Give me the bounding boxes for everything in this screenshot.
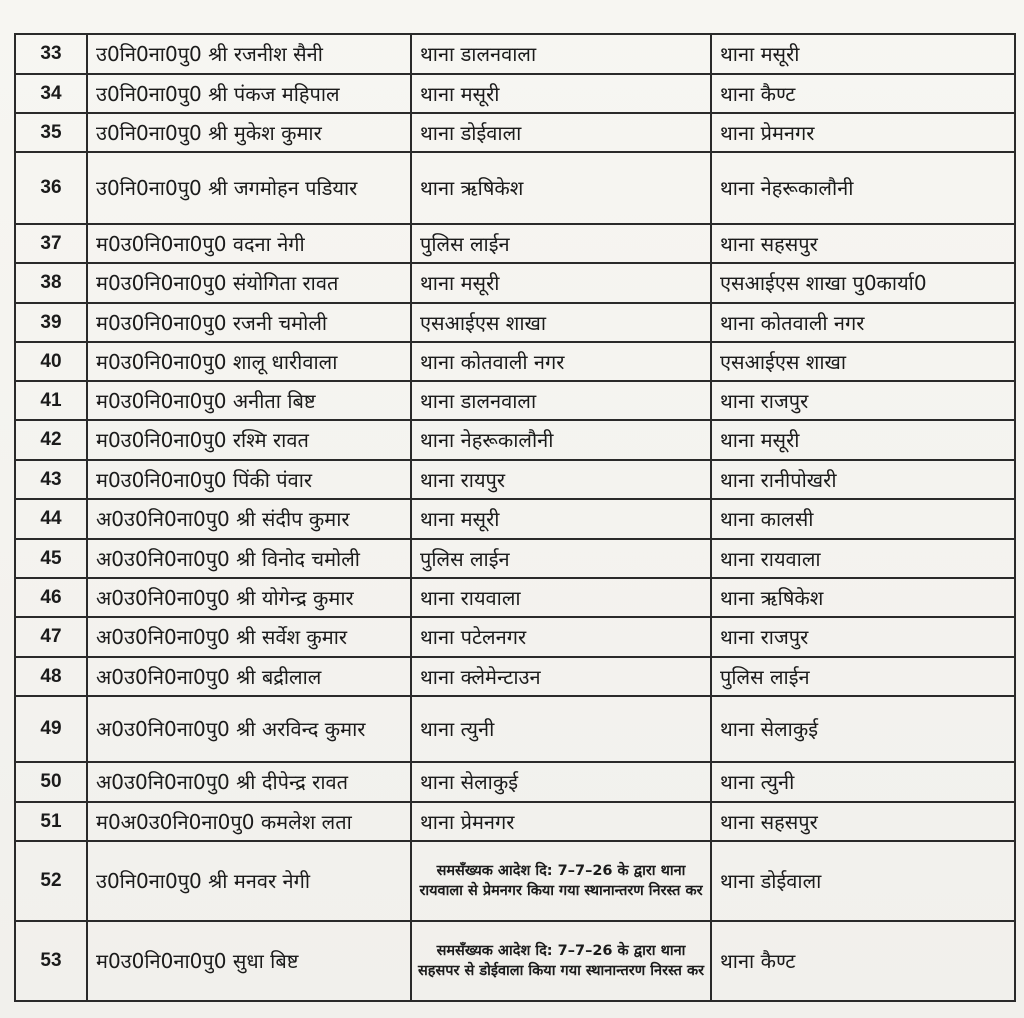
officer-name: उ0नि0ना0पु0 श्री पंकज महिपाल — [87, 74, 411, 113]
officer-name: म0उ0नि0ना0पु0 शालू धारीवाला — [87, 342, 411, 381]
from-station: थाना कोतवाली नगर — [411, 342, 711, 381]
serial-number: 35 — [15, 113, 87, 152]
from-station: थाना त्युनी — [411, 696, 711, 762]
from-station: थाना मसूरी — [411, 74, 711, 113]
officer-name: उ0नि0ना0पु0 श्री जगमोहन पडियार — [87, 152, 411, 224]
table-row — [15, 539, 1015, 578]
table-row — [15, 578, 1015, 617]
from-station: थाना मसूरी — [411, 263, 711, 303]
to-station: थाना सहसपुर — [711, 802, 1015, 841]
to-station: थाना रायवाला — [711, 539, 1015, 578]
from-station: थाना डोईवाला — [411, 113, 711, 152]
from-station: थाना ऋषिकेश — [411, 152, 711, 224]
serial-number: 33 — [15, 34, 87, 74]
to-station: थाना सहसपुर — [711, 224, 1015, 263]
serial-number: 39 — [15, 303, 87, 342]
serial-number: 45 — [15, 539, 87, 578]
transfer-table — [14, 33, 1016, 1002]
from-station: थाना डालनवाला — [411, 34, 711, 74]
officer-name: म0उ0नि0ना0पु0 संयोगिता रावत — [87, 263, 411, 303]
to-station: थाना मसूरी — [711, 34, 1015, 74]
to-station: एसआईएस शाखा — [711, 342, 1015, 381]
table-row — [15, 224, 1015, 263]
officer-name: अ0उ0नि0ना0पु0 श्री विनोद चमोली — [87, 539, 411, 578]
table-row — [15, 152, 1015, 224]
serial-number: 48 — [15, 657, 87, 696]
to-station: थाना रानीपोखरी — [711, 460, 1015, 499]
to-station: थाना त्युनी — [711, 762, 1015, 802]
table-row — [15, 657, 1015, 696]
table-row — [15, 696, 1015, 762]
from-station: थाना डालनवाला — [411, 381, 711, 420]
serial-number: 47 — [15, 617, 87, 657]
officer-name: अ0उ0नि0ना0पु0 श्री संदीप कुमार — [87, 499, 411, 539]
serial-number: 37 — [15, 224, 87, 263]
table-row — [15, 841, 1015, 921]
from-station: पुलिस लाईन — [411, 539, 711, 578]
to-station: थाना राजपुर — [711, 617, 1015, 657]
from-station: थाना क्लेमेन्टाउन — [411, 657, 711, 696]
to-station: थाना मसूरी — [711, 420, 1015, 460]
to-station: थाना नेहरूकालौनी — [711, 152, 1015, 224]
serial-number: 44 — [15, 499, 87, 539]
from-station: थाना रायपुर — [411, 460, 711, 499]
officer-name: म0उ0नि0ना0पु0 अनीता बिष्ट — [87, 381, 411, 420]
from-station: थाना मसूरी — [411, 499, 711, 539]
table-row — [15, 303, 1015, 342]
officer-name: अ0उ0नि0ना0पु0 श्री अरविन्द कुमार — [87, 696, 411, 762]
table-row — [15, 420, 1015, 460]
officer-name: उ0नि0ना0पु0 श्री रजनीश सैनी — [87, 34, 411, 74]
serial-number: 40 — [15, 342, 87, 381]
to-station: थाना कालसी — [711, 499, 1015, 539]
to-station: एसआईएस शाखा पु0कार्या0 — [711, 263, 1015, 303]
officer-name: अ0उ0नि0ना0पु0 श्री बद्रीलाल — [87, 657, 411, 696]
officer-name: अ0उ0नि0ना0पु0 श्री योगेन्द्र कुमार — [87, 578, 411, 617]
to-station: थाना कैण्ट — [711, 921, 1015, 1001]
to-station: थाना ऋषिकेश — [711, 578, 1015, 617]
officer-name: म0उ0नि0ना0पु0 रश्मि रावत — [87, 420, 411, 460]
officer-name: म0उ0नि0ना0पु0 सुधा बिष्ट — [87, 921, 411, 1001]
officer-name: म0अ0उ0नि0ना0पु0 कमलेश लता — [87, 802, 411, 841]
table-row — [15, 802, 1015, 841]
table-row — [15, 460, 1015, 499]
to-station: थाना कैण्ट — [711, 74, 1015, 113]
serial-number: 53 — [15, 921, 87, 1001]
from-station: एसआईएस शाखा — [411, 303, 711, 342]
table-row — [15, 921, 1015, 1001]
table-row — [15, 74, 1015, 113]
officer-name: म0उ0नि0ना0पु0 वदना नेगी — [87, 224, 411, 263]
serial-number: 50 — [15, 762, 87, 802]
table-row — [15, 762, 1015, 802]
officer-name: म0उ0नि0ना0पु0 रजनी चमोली — [87, 303, 411, 342]
serial-number: 49 — [15, 696, 87, 762]
to-station: थाना प्रेमनगर — [711, 113, 1015, 152]
serial-number: 41 — [15, 381, 87, 420]
from-station: थाना रायवाला — [411, 578, 711, 617]
serial-number: 36 — [15, 152, 87, 224]
serial-number: 34 — [15, 74, 87, 113]
table-row — [15, 113, 1015, 152]
from-station: थाना नेहरूकालौनी — [411, 420, 711, 460]
to-station: थाना कोतवाली नगर — [711, 303, 1015, 342]
table-row — [15, 381, 1015, 420]
from-station: थाना प्रेमनगर — [411, 802, 711, 841]
to-station: पुलिस लाईन — [711, 657, 1015, 696]
serial-number: 52 — [15, 841, 87, 921]
table-row — [15, 342, 1015, 381]
table-row — [15, 34, 1015, 74]
from-station: थाना पटेलनगर — [411, 617, 711, 657]
from-station: पुलिस लाईन — [411, 224, 711, 263]
from-station-note: समसँख्यक आदेश दि: 7–7–26 के द्वारा थाना सहसपर से डोईवाला किया गया स्थानान्तरण निरस्त कर — [411, 921, 711, 1001]
table-row — [15, 499, 1015, 539]
serial-number: 46 — [15, 578, 87, 617]
officer-name: उ0नि0ना0पु0 श्री मनवर नेगी — [87, 841, 411, 921]
officer-name: अ0उ0नि0ना0पु0 श्री दीपेन्द्र रावत — [87, 762, 411, 802]
officer-name: उ0नि0ना0पु0 श्री मुकेश कुमार — [87, 113, 411, 152]
officer-name: म0उ0नि0ना0पु0 पिंकी पंवार — [87, 460, 411, 499]
serial-number: 43 — [15, 460, 87, 499]
table-row — [15, 263, 1015, 303]
serial-number: 51 — [15, 802, 87, 841]
serial-number: 42 — [15, 420, 87, 460]
table-row — [15, 617, 1015, 657]
to-station: थाना सेलाकुई — [711, 696, 1015, 762]
from-station-note: समसँख्यक आदेश दि: 7–7–26 के द्वारा थाना रायवाला से प्रेमनगर किया गया स्थानान्तरण निरस्त कर — [411, 841, 711, 921]
serial-number: 38 — [15, 263, 87, 303]
to-station: थाना राजपुर — [711, 381, 1015, 420]
to-station: थाना डोईवाला — [711, 841, 1015, 921]
from-station: थाना सेलाकुई — [411, 762, 711, 802]
officer-name: अ0उ0नि0ना0पु0 श्री सर्वेश कुमार — [87, 617, 411, 657]
